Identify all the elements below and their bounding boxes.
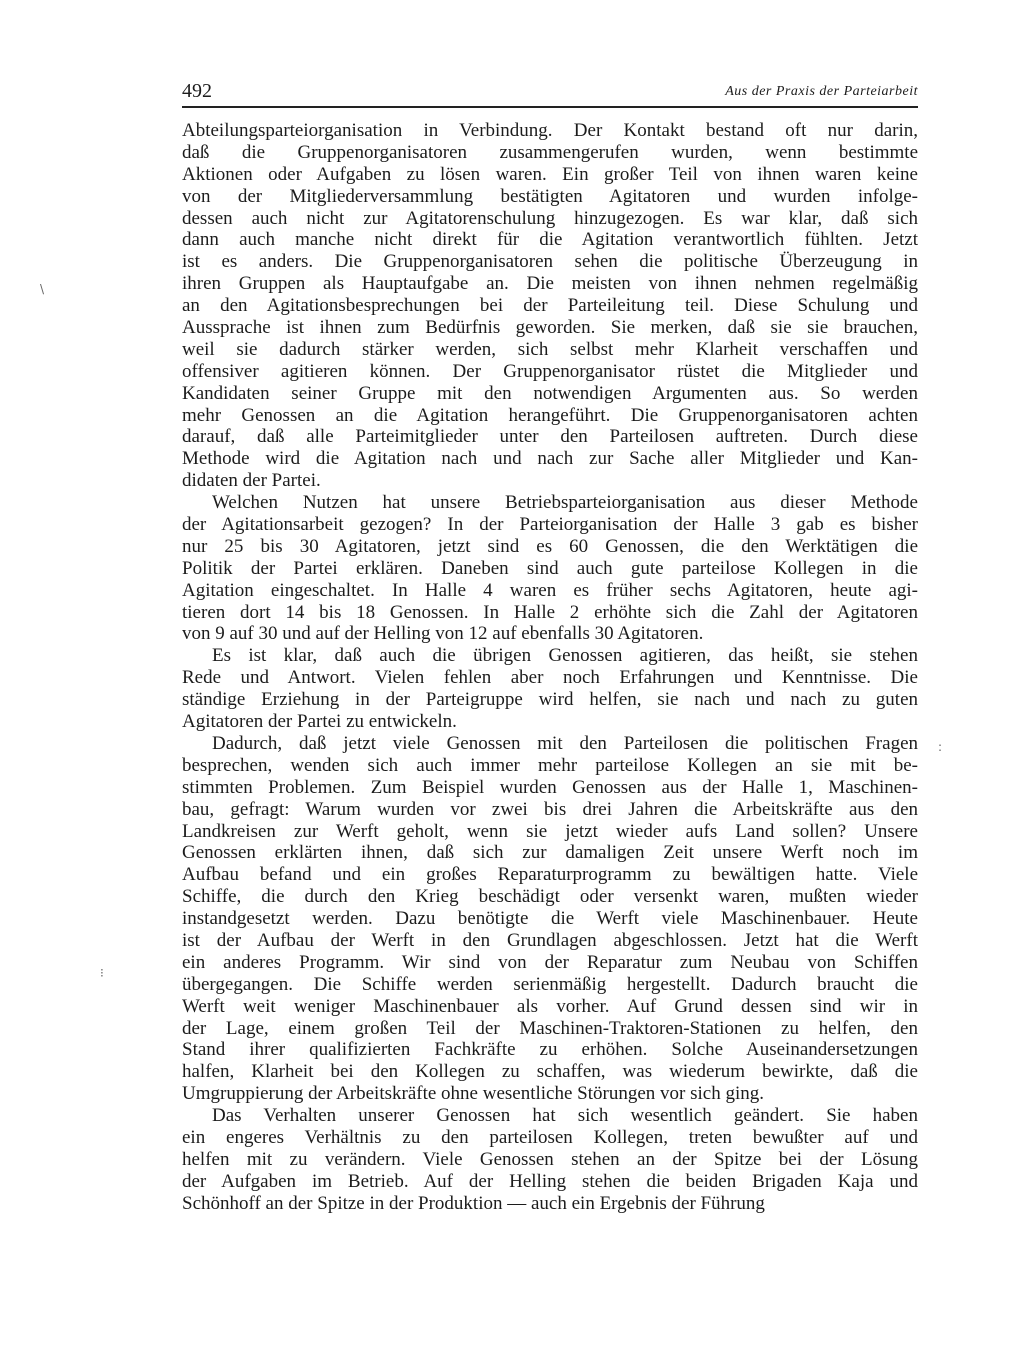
text-line: ist der Aufbau der Werft in den Grundlagen abgeschlossen. Jetzt hat die Werft (182, 929, 918, 951)
text-line: an den Agitationsbesprechungen bei der Parteileitung teil. Diese Schulung und (182, 295, 918, 317)
text-line: Politik der Partei erklären. Daneben sind auch gute parteilose Kollegen in die (182, 557, 918, 579)
text-line: Dadurch, daß jetzt viele Genossen mit den Parteilosen die politischen Fragen (212, 732, 918, 754)
text-line: von der Mitgliederversammlung bestätigten Agitatoren und wurden infolge- (182, 185, 918, 207)
page-number: 492 (182, 80, 212, 102)
paragraph (182, 645, 918, 733)
text-line: daß die Gruppenorganisatoren zusammengerufen wurden, wenn bestimmte (182, 141, 918, 163)
text-line: besprechen, wenden sich auch immer mehr parteilose Kollegen an sie mit be- (182, 754, 918, 776)
paragraph (182, 1105, 918, 1214)
text-line: der Lage, einem großen Teil der Maschinen-Traktoren-Stationen zu helfen, den (182, 1017, 918, 1039)
paragraph (182, 733, 918, 1105)
text-line: instandgesetzt werden. Dazu benötigte die Werft viele Maschinenbauer. Heute (182, 908, 918, 930)
text-line: darauf, daß alle Parteimitglieder unter den Parteilosen auftreten. Durch diese (182, 426, 918, 448)
text-line: Aussprache ist ihnen zum Bedürfnis geworden. Sie merken, daß sie sie brauchen, (182, 317, 918, 339)
text-line: Das Verhalten unserer Genossen hat sich wesentlich geändert. Sie haben (212, 1105, 918, 1127)
paragraph (182, 120, 918, 492)
scan-speck: \ (40, 282, 45, 296)
text-line: nur 25 bis 30 Agitatoren, jetzt sind es 60 Genossen, die den Werktätigen die (182, 535, 918, 557)
text-line: Schiffe, die durch den Krieg beschädigt oder versenkt waren, mußten wieder (182, 886, 918, 908)
paragraph (182, 492, 918, 645)
text-line: Es ist klar, daß auch die übrigen Genossen agitieren, das heißt, sie stehen (212, 645, 918, 667)
text-line: Umgruppierung der Arbeitskräfte ohne wesentliche Störungen vor sich ging. (182, 1083, 764, 1105)
text-line: ein engeres Verhältnis zu den parteilosen Kollegen, treten bewußter auf und (182, 1126, 918, 1148)
text-line: mehr Genossen an die Agitation herangeführt. Die Gruppenorganisatoren achten (182, 404, 918, 426)
text-line: Landkreisen zur Werft geholt, wenn sie jetzt wieder aufs Land sollen? Unsere (182, 820, 918, 842)
page-header (182, 80, 918, 108)
text-line: Werft weit weniger Maschinenbauer als vorher. Auf Grund dessen sind wir in (182, 995, 918, 1017)
text-line: stimmten Problemen. Zum Beispiel wurden Genossen aus der Halle 1, Maschinen- (182, 776, 918, 798)
text-line: von 9 auf 30 und auf der Helling von 12 auf ebenfalls 30 Agitatoren. (182, 623, 704, 645)
text-line: Rede und Antwort. Vielen fehlen aber noch Erfahrungen und Kenntnisse. Die (182, 667, 918, 689)
text-line: übergegangen. Die Schiffe werden serienmäßig hergestellt. Dadurch braucht die (182, 973, 918, 995)
text-line: ständige Erziehung in der Parteigruppe wird helfen, sie nach und nach zu guten (182, 689, 918, 711)
scan-speck: : (938, 740, 943, 754)
running-title: Aus der Praxis der Parteiarbeit (725, 84, 918, 99)
text-line: helfen mit zu verändern. Viele Genossen stehen an der Spitze bei der Lösung (182, 1148, 918, 1170)
text-line: bau, gefragt: Warum wurden vor zwei bis drei Jahren die Arbeitskräfte aus den (182, 798, 918, 820)
text-line: halfen, Klarheit bei den Kollegen zu schaffen, was wiederum bewirkte, daß die (182, 1061, 918, 1083)
text-line: Stand ihrer qualifizierten Fachkräfte zu erhöhen. Solche Auseinandersetzungen (182, 1039, 918, 1061)
text-line: der Aufgaben im Betrieb. Auf der Helling stehen die beiden Brigaden Kaja und (182, 1170, 918, 1192)
text-line: Welchen Nutzen hat unsere Betriebsparteiorganisation aus dieser Methode (212, 492, 918, 514)
text-line: ihren Gruppen als Hauptaufgabe an. Die meisten von ihnen nehmen regelmäßig (182, 273, 918, 295)
text-line: Kandidaten seiner Gruppe mit den notwendigen Argumenten aus. So werden (182, 382, 918, 404)
text-line: offensiver agitieren können. Der Gruppenorganisator rüstet die Mitglieder und (182, 360, 918, 382)
text-line: ist es anders. Die Gruppenorganisatoren sehen die politische Überzeugung in (182, 251, 918, 273)
text-line: dessen auch nicht zur Agitatorenschulung hinzugezogen. Es war klar, daß sich (182, 207, 918, 229)
text-line: Genossen erklärten ihnen, daß sich zur damaligen Zeit unsere Werft noch im (182, 842, 918, 864)
text-line: dann auch manche nicht direkt für die Agitation verantwortlich fühlten. Jetzt (182, 229, 918, 251)
text-line: didaten der Partei. (182, 470, 321, 492)
text-line: der Agitationsarbeit gezogen? In der Parteiorganisation der Halle 3 gab es bisher (182, 514, 918, 536)
text-line: Abteilungsparteiorganisation in Verbindung. Der Kontakt bestand oft nur darin, (182, 120, 918, 141)
body-text (182, 120, 918, 1215)
scan-speck: ⁝ (100, 966, 104, 980)
text-line: ein anderes Programm. Wir sind von der Reparatur zum Neubau von Schiffen (182, 951, 918, 973)
text-line: tieren dort 14 bis 18 Genossen. In Halle 2 erhöhte sich die Zahl der Agitatoren (182, 601, 918, 623)
text-line: Agitatoren der Partei zu entwickeln. (182, 711, 457, 733)
text-line: Aufbau befand und ein großes Reparaturprogramm zu bewältigen hatte. Viele (182, 864, 918, 886)
text-line: Agitation eingeschaltet. In Halle 4 waren es früher sechs Agitatoren, heute agi- (182, 579, 918, 601)
text-line: Aktionen oder Aufgaben zu lösen waren. Ein großer Teil von ihnen waren keine (182, 163, 918, 185)
text-line: weil sie dadurch stärker werden, sich selbst mehr Klarheit verschaffen und (182, 338, 918, 360)
text-line: Methode wird die Agitation nach und nach zur Sache aller Mitglieder und Kan- (182, 448, 918, 470)
text-line: Schönhoff an der Spitze in der Produktion — auch ein Ergebnis der Führung (182, 1192, 765, 1214)
